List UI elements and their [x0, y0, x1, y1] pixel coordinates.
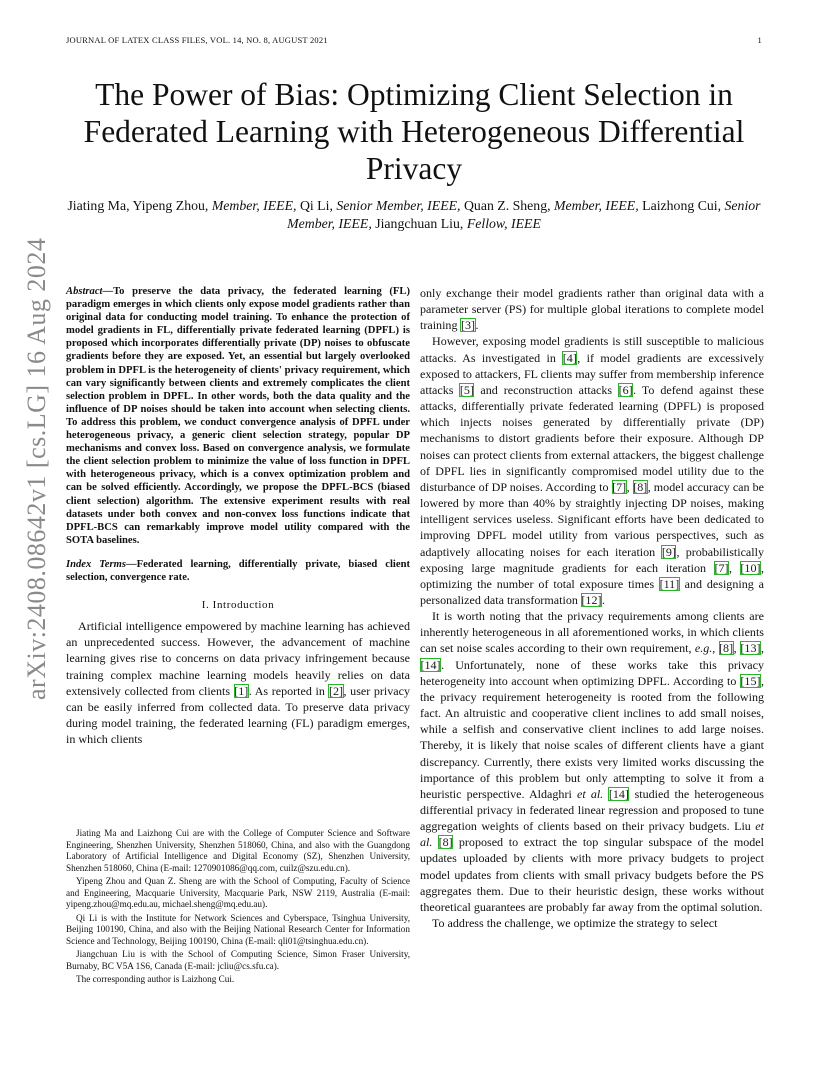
- page-number: 1: [757, 35, 762, 45]
- body-text: only exchange their model gradients rather than original data with a parameter server (PS) for multiple global iterations to complete model training: [420, 286, 764, 333]
- running-head: [66, 35, 762, 45]
- body-text: ,: [728, 560, 740, 575]
- citation-link[interactable]: [14]: [420, 657, 441, 672]
- citation-link[interactable]: [7]: [714, 560, 729, 575]
- footnote: The corresponding author is Laizhong Cui.: [76, 974, 235, 984]
- section-heading-introduction: I. Introduction: [201, 599, 275, 612]
- citation-link[interactable]: [8]: [633, 479, 648, 494]
- body-paragraph: [420, 333, 764, 608]
- author-name: Jiangchuan Liu,: [375, 216, 464, 231]
- footnotes: [66, 828, 410, 988]
- author-name: Jiating Ma,: [67, 198, 130, 213]
- author-membership: Senior Member, IEEE,: [336, 198, 461, 213]
- abstract-text: To preserve the data privacy, the federated learning (FL) paradigm emerges in which clients only expose model gradients rather than original data for conducting model training. To enhance the protection of model gradients in FL, differentially private federated learning (DPFL) is proposed which incorporates differentially private (DP) noises to obfuscate gradients before they are exposed. Yet, an essential but largely overlooked problem in DPFL is the heterogeneity of clients' privacy requirement, which can vary significantly between clients and extremely complicates the client selection problem in DPFL. In other words, both the data quality and the influence of DP noises should be taken into account when selecting clients. To address this problem, we conduct convergence analysis of DPFL under heterogeneous privacy, a generic client selection strategy, popular DP mechanisms and convex loss. Based on convergence analysis, we formulate the client selection problem to minimize the value of loss function in DPFL with heterogeneous privacy, which is a convex optimization problem and can be solved efficiently. Accordingly, we propose the DPFL-BCS (biased client selection) algorithm. The extensive experiment results with real datasets under both convex and non-convex loss functions indicate that DPFL-BCS can remarkably improve model utility compared with the SOTA baselines.: [66, 286, 410, 546]
- citation-link[interactable]: [14]: [608, 786, 629, 801]
- body-text: , optimizing the number of total exposure times: [420, 560, 764, 591]
- author-membership: Member, IEEE,: [211, 198, 297, 213]
- author-name: Laizhong Cui,: [642, 198, 722, 213]
- citation-link[interactable]: [5]: [459, 382, 474, 397]
- italic-text: et al.: [420, 819, 764, 850]
- index-terms-text: Federated learning, differentially private, biased client selection, convergence rate.: [66, 558, 410, 583]
- author-membership: Fellow, IEEE: [466, 216, 541, 231]
- italic-text: e.g.,: [694, 641, 716, 656]
- body-text: ,: [626, 479, 633, 494]
- citation-link[interactable]: [12]: [581, 592, 602, 607]
- body-text: . Unfortunately, none of these works take this privacy heterogeneity into account when optimizing DPFL. According to: [420, 657, 764, 688]
- author-list: [60, 197, 768, 233]
- body-text: .: [475, 318, 479, 333]
- author-name: Qi Li,: [299, 198, 333, 213]
- abstract: Abstract—To preserve the data privacy, the federated learning (FL) paradigm emerges in which clients only expose model gradients rather than original data for conducting model training. To enhance the protection of model gradients in FL, differentially private federated learning (DPFL) is proposed which incorporates differentially private (DP) noises to obfuscate gradients before they are exposed. Yet, an essential but largely overlooked problem in DPFL is the heterogeneity of clients' privacy requirement, which can vary significantly between clients and extremely complicates the client selection problem in DPFL. In other words, both the data quality and the influence of DP noises should be taken into account when selecting clients. To address this problem, we conduct convergence analysis of DPFL under heterogeneous privacy, a generic client selection strategy, popular DP mechanisms and convex loss. Based on convergence analysis, we formulate the client selection problem to minimize the value of loss function in DPFL with heterogeneous privacy, which is a convex optimization problem and can be solved efficiently. Accordingly, we propose the DPFL-BCS (biased client selection) algorithm. The extensive experiment results with real datasets under both convex and non-convex loss functions indicate that DPFL-BCS can remarkably improve model utility compared with the SOTA baselines.: [66, 286, 410, 546]
- left-column: [66, 285, 410, 747]
- body-text: To address the challenge, we optimize the strategy to select: [432, 916, 718, 931]
- citation-link[interactable]: [4]: [562, 350, 577, 365]
- body-text: and designing a personalized data transformation: [420, 576, 764, 607]
- citation-link[interactable]: [10]: [740, 560, 761, 575]
- body-text: and reconstruction attacks: [474, 382, 619, 397]
- body-paragraph: [420, 285, 764, 333]
- body-text: .: [601, 592, 605, 607]
- citation-link[interactable]: [15]: [740, 673, 761, 688]
- citation-link[interactable]: [2]: [328, 683, 344, 698]
- citation-link[interactable]: [8]: [719, 641, 734, 656]
- citation-link[interactable]: [1]: [234, 683, 249, 698]
- body-text: proposed to extract the top singular subspace of the model updates uploaded by clients with more privacy budgets to project model updates from clients with small privacy budgets before the PS aggregates them. Due to their heuristic design, these works without theoretical guarantees are probably far away from the optimal solution.: [420, 835, 764, 914]
- body-text: , user privacy can be easily inferred from collected data. To preserve data privacy during model training, the federated learning (FL) paradigm emerges, in which clients: [66, 683, 410, 747]
- footnote: Qi Li is with the Institute for Network Sciences and Cyberspace, Tsinghua University, Beijing 100190, China, and also with the Beijing National Research Center for Information Science and Technology, Beijing 100190, China (E-mail: qli01@tsinghua.edu.cn).: [66, 912, 410, 946]
- intro-paragraph: [66, 618, 410, 747]
- body-paragraph: [420, 608, 764, 915]
- body-text: Artificial intelligence empowered by machine learning has achieved an unprecedented success. However, the advancement of machine learning gives rise to concerns on data privacy infringement because training complex machine learning models heavily relies on data extensively collected from clients: [66, 619, 410, 698]
- citation-link[interactable]: [13]: [740, 641, 761, 656]
- body-text: , model accuracy can be lowered by more than 40% by straightly injecting DP noises, making intelligent services useless. Significant efforts have been dedicated to improving DPFL model utility from various perspectives, such as adaptively allocating noises for each iteration: [420, 479, 764, 559]
- citation-link[interactable]: [7]: [612, 479, 627, 494]
- body-text: studied the heterogeneous differential privacy in federated linear regression and proposed to tune aggregation weights of clients based on their privacy budgets. Liu: [420, 786, 764, 834]
- abstract-label: Abstract: [66, 286, 103, 297]
- body-text: . To defend against these attacks, differentially private federated learning (DPFL) is proposed which injects noises generated by differentially private (DP) mechanisms to distort gradients before their exposure. Although DP noises can protect clients from external attackers, the biggest challenge of DPFL lies in significantly compromised model utility due to the disturbance of DP noises. According to: [420, 382, 764, 494]
- footnote: Yipeng Zhou and Quan Z. Sheng are with the School of Computing, Faculty of Science and Engineering, Macquarie University, Macquarie Park, NSW 2119, Australia (E-mail: yipeng.zhou@mq.edu.au, michael.sheng@mq.edu.au).: [66, 876, 410, 909]
- index-terms: Index Terms—Federated learning, differentially private, biased client selection, convergence rate.: [66, 558, 410, 583]
- journal-header: JOURNAL OF LATEX CLASS FILES, VOL. 14, NO. 8, AUGUST 2021: [66, 35, 328, 45]
- body-text: , the privacy requirement heterogeneity is rooted from the following fact. An altruistic and cooperative client inclines to add small noises, while a selfish and conservative client inclines to add large noises. Thereby, it is likely that noise scales of different clients have a giant discrepancy. Currently, there exists very limited works discussing the importance of this problem but only attempting to solve it from a heuristic perspective. Aldaghri: [420, 673, 764, 801]
- citation-link[interactable]: [6]: [618, 382, 633, 397]
- citation-link[interactable]: [3]: [460, 318, 476, 333]
- citation-link[interactable]: [9]: [661, 544, 676, 559]
- footnote: Jiangchuan Liu is with the School of Computing Science, Simon Fraser University, Burnaby, BC V5A 1S6, Canada (E-mail: jcliu@cs.sfu.ca).: [66, 949, 410, 971]
- author-name: Quan Z. Sheng,: [463, 198, 551, 213]
- author-membership: Member, IEEE,: [554, 198, 639, 213]
- author-membership: Senior Member, IEEE,: [287, 198, 761, 231]
- body-text: , if model gradients are excessively exposed to attackers, FL clients may suffer from membership inference attacks: [420, 350, 764, 397]
- body-text: . As reported in: [248, 683, 329, 698]
- paper-title: The Power of Bias: Optimizing Client Selection in Federated Learning with Heterogeneous Differential Privacy: [83, 77, 745, 186]
- body-text: , probabilistically exposing large magnitude gradients for each iteration: [420, 544, 764, 575]
- italic-text: et al.: [576, 786, 604, 801]
- body-text: ,: [733, 641, 740, 656]
- citation-link[interactable]: [11]: [659, 576, 680, 591]
- citation-link[interactable]: [8]: [438, 835, 453, 850]
- body-text: However, exposing model gradients is still susceptible to malicious attacks. As investigated in: [420, 334, 764, 365]
- arxiv-stamp[interactable]: arXiv:2408.08642v1 [cs.LG] 16 Aug 2024: [22, 237, 51, 700]
- body-text: ,: [760, 641, 764, 656]
- body-text: It is worth noting that the privacy requirements among clients are inherently heterogeneous in all aforementioned works, in which clients can set noise scales according to their own requirement,: [420, 609, 764, 656]
- index-terms-label: Index Terms: [66, 558, 126, 570]
- body-paragraph: [420, 915, 764, 931]
- footnote: Jiating Ma and Laizhong Cui are with the College of Computer Science and Software Engineering, Shenzhen University, Shenzhen 518060, China, and also with the Guangdong Laboratory of Artificial Intelligence and Digital Economy (SZ), Shenzhen University, Shenzhen 518060, China (E-mail: 1270901086@qq.com, cuilz@szu.edu.cn).: [66, 828, 410, 873]
- author-name: Yipeng Zhou,: [132, 198, 209, 213]
- right-column: [420, 285, 764, 931]
